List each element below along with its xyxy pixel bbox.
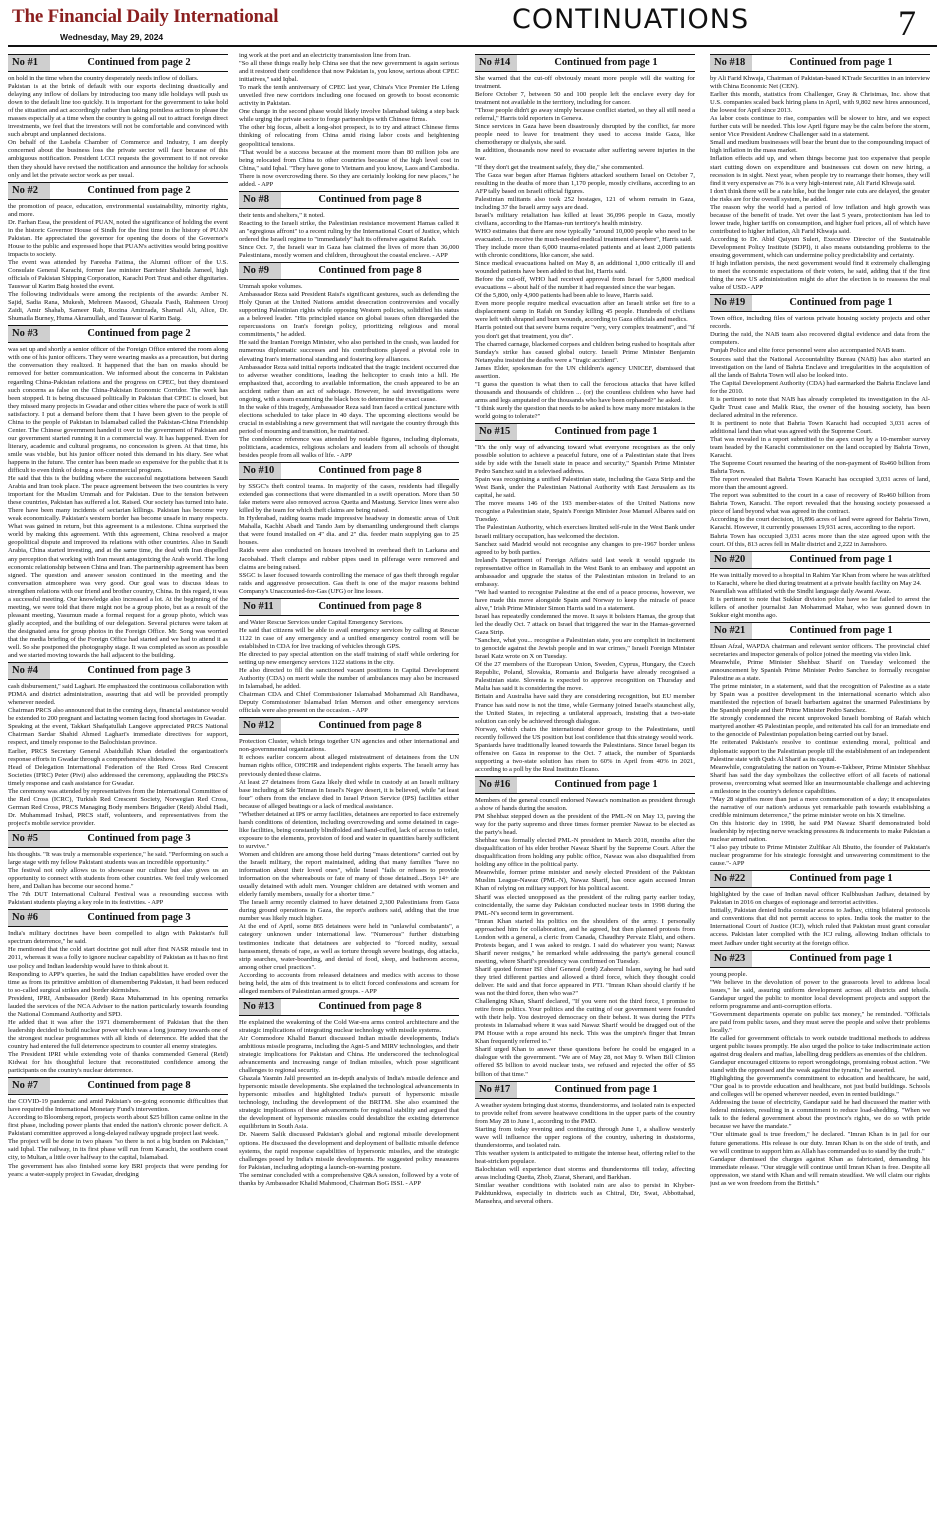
story-paragraph: The other big focus, albeit a long-shot prospect, is to try and attract Chinese firms thinking of relocating from China amid rising labor costs and heightening geopolitical tensions. (239, 124, 459, 148)
story-body (8, 930, 228, 1075)
story-header (239, 262, 459, 280)
story-body (239, 52, 459, 189)
story-header (239, 191, 459, 209)
story-paragraph: On behalf of the Lasbela Chamber of Commerce and Industry, I am deeply concerned about the business loss the private sector will face because of this ambiguous notification. President LCCI requests the government to if not revoke then they should have revised the notification and announce the holiday for schools only and let the private sector work as per usual. (8, 139, 228, 179)
story (8, 54, 228, 180)
story-paragraph: Protection Cluster, which brings together UN agencies and other international and non-governmental organizations. (239, 738, 459, 754)
story-paragraph: At the end of April, some 865 detainees were held in "unlawful combatants", a category unknown under international law. "Numerous" further disturbing testimonies indicate that detainees are subjected to "forced nudity, sexual harassment, threats of rape, as well as torture through severe beatings, dog attacks, strip searches, water-boarding, and denial of food, sleep, and bathroom access, among other cruel practices". (239, 923, 459, 971)
story-paragraph: "Those people didn't go away simply because conflict started, so they all still need a referral," Harris told reporters in Geneva. (475, 107, 695, 123)
story-paragraph: A weather system bringing dust storms, thunderstorms, and isolated rain is expected to provide relief from severe heatwave conditions in the upper parts of the country from May 28 to June 1, according to the PMD. (475, 1101, 695, 1125)
story-body (8, 683, 228, 828)
story-paragraph: Dr. Farhan Essa, the president of PUAN, noted the significance of holding the event in the historic Governor House of Sindh for the first time in the history of PUAN Pakistan. He appreciated the governor for opening the doors of the Governor's House to the public and expressed hope that PUAN's activities would bring positive impacts to society. (8, 218, 228, 258)
story-paragraph: Meanwhile, former prime minister and newly elected President of the Pakistan Muslim League-Nawaz (PML-N), Nawaz Sharif, has once again accused Imran Khan of relying on military support for his political ascent. (475, 869, 695, 893)
story-header (710, 870, 930, 888)
column-2 (239, 52, 459, 1522)
story-paragraph: Chairman PRCS also announced that in the coming days, financial assistance would be extended to 200 pregnant and lactating women facing food shortages in Gwadar. (8, 707, 228, 723)
continued-label: Continued from page 3 (87, 665, 191, 677)
story-paragraph: To mark the tenth anniversary of CPEC last year, China's Vice Premier He Lifeng unveiled five new corridors including one focused on growth to boost economic activity in Pakistan. (239, 84, 459, 108)
story-paragraph: the COVID-19 pandemic and amid Pakistan's on-going economic difficulties that have required the International Monetary Fund's intervention. (8, 1098, 228, 1114)
story-header (8, 54, 228, 72)
story-paragraph: Starting from today evening and continuing through June 1, a shallow westerly wave will influence the upper regions of the country, ushering in duststorms, thunderstorms, and isolated rain. (475, 1125, 695, 1149)
story-paragraph: Women and children are among those held during "mass detentions" carried out by the Israeli military, the report maintained, adding that many families "have no information about their loved ones", while Israel "fails or refuses to provide information on the whereabouts or fate of many of those detained...Boys 14+ are usually detained with adult men. Younger children are detained with women and elderly family members, usually for a shorter time." (239, 850, 459, 899)
story-body (239, 1019, 459, 1188)
story-paragraph: Punjab Police and elite force personnel were also accompanied NAB team. (710, 347, 906, 355)
story-paragraph: Air Commodore Khalid Banuri discussed Indian missile developments, India's ambitious missile programs, including the Agni-5 and MIRV technologies, and their strategic implications for Pakistan and China. He underscored the technological advancements and increasing range of Indian missiles, which pose significant challenges to regional security. (239, 1034, 459, 1075)
masthead-rule (8, 45, 937, 47)
story-number: No #15 (475, 424, 517, 440)
continued-label: Continued from page 1 (789, 57, 893, 68)
issue-date: Wednesday, May 29, 2024 (60, 32, 164, 42)
story-number: No #22 (710, 871, 752, 887)
story-number: No #2 (8, 183, 50, 199)
story-header (475, 423, 695, 441)
story-header (8, 909, 228, 927)
story-paragraph: India's military doctrines have been compelled to align with Pakistan's full spectrum deterrence," he said. (8, 930, 228, 946)
story-header (8, 182, 228, 200)
continued-label: Continued from page 1 (554, 426, 658, 438)
story-header (710, 294, 930, 312)
story-number: No #17 (475, 1082, 517, 1098)
story-paragraph: Ghazala Yasmin Jalil presented an in-depth analysis of India's missile defence and hypersonic missile developments. She explained the technological advancements in hypersonic missiles and highlighted India's pursuit of hypersonic missile technology, including the development of the BRITM. She also examined the strategic implications of these advancements for regional stability and argued that the development of hypersonic missiles could destabilize the existing deterrence equilibrium in South Asia. (239, 1075, 459, 1131)
story-paragraph: "We had wanted to recognise Palestine at the end of a peace process, however, we have made this move alongside Spain and Norway to keep the miracle of peace alive," Irish Prime Minister Simon Harris said in a statement. (475, 588, 695, 612)
story-paragraph: Norway, which chairs the international donor group to the Palestinians, until recently followed the US position but lost confidence that this strategy would work. (475, 725, 695, 741)
story-header (8, 830, 228, 848)
story (475, 1081, 695, 1207)
story-header (239, 598, 459, 616)
story-paragraph: "It's the only way of advancing toward what everyone recognises as the only possible solution to achieve a peaceful future, one of a Palestinian state that lives side by side with the Israeli state in peace and security," Spanish Prime Minister Pedro Sanchez said in a televised address. (475, 444, 695, 476)
story (239, 717, 459, 996)
story (8, 182, 228, 324)
story (239, 262, 459, 460)
story-paragraph: The project will be done in two phases "so there is not a big burden on Pakistan," said Iqbal. The railway, in its first phase will run from Karachi, the southern coast city, to Multan, a little over halfway to the capital, Islamabad. (8, 1138, 228, 1162)
story-body (8, 1098, 228, 1178)
story-paragraph: Small and medium businesses will bear the brunt due to the compounding impact of high inflation in the mass market. (710, 139, 930, 155)
story-body (710, 891, 930, 947)
story-body (710, 971, 930, 1188)
story-paragraph: "So all these things really help China see that the new government is again serious and it restored their confidence that now Pakistan is, you know, serious about CPEC initiatives," said Iqbal. (239, 60, 459, 84)
story-paragraph: "If they don't get the treatment safely, they die," she commented. (475, 163, 644, 171)
story-paragraph: "I also pay tribute to Prime Minister Zulfikar Ali Bhutto, the founder of Pakistan's nuclear programme for his strategic foresight and unwavering commitment to the cause."- APP (710, 844, 930, 868)
story (710, 870, 930, 947)
story-paragraph: The Capital Development Authority (CDA) had earmarked the Bahria Enclave land for the 2010. (710, 379, 930, 395)
story-paragraph: Harris pointed out that severe burns require "very, very complex treatment", and "if you don't get that treatment, you die". (475, 324, 695, 340)
story-paragraph: "Government departments operate on public tax money," he reminded. "Officials are paid from public taxes, and they must serve the people and solve their problems locally." (710, 1010, 930, 1034)
story-paragraph: The President IPRI while extending vote of thanks commended General (Retd) Kidwai for his thoughtful lecture that reconstituted confidence among the participants on the country's nuclear deterrence. (8, 1051, 228, 1075)
story-paragraph: young people. (710, 970, 748, 978)
story (475, 54, 695, 421)
story-paragraph: "Our ultimate goal is true freedom," he declared. "Imran Khan is in jail for our future generations. His release is our duty. Imran Khan is on the side of truth, and we will continue to support him as Allah has commanded us to stand by the truth." (710, 1131, 930, 1155)
continued-label: Continued from page 1 (789, 624, 893, 636)
story-paragraph: The seminar concluded with a comprehensive Q&A session, followed by a vote of thanks by Ambassador Khalid Mahmood, Chairman BoG ISSI. - APP (239, 1171, 459, 1187)
story-number: No #20 (710, 552, 752, 568)
story-paragraph: The festival not only allows us to showcase our culture but also gives us an opportunity to connect with students from other countries. We feel truly welcomed here, and Dalian has become our second home." (8, 867, 228, 891)
story (475, 776, 695, 1079)
story-paragraph: The following individuals were among the recipients of the awards: Amber N. Sajid, Sadia Rana, Mukesh, Mehreen Masood, Ghazala Fasih, Rahmeen Urooj Zaidi, Amir Shahab, Sameer Rab, Rozina Amirzada, Shamail Ali, Alice, Dr. Shumaila Burney, Huma Akramullah, and Tauswar ul Karim Baig. (8, 291, 228, 323)
story-paragraph: He said the Iranian Foreign Minister, who also perished in the crash, was lauded for numerous diplomatic successes and his contributions played a pivotal role in elevating Iran's international standing and fostering key alliances. (239, 339, 459, 363)
story-paragraph: If high inflation persists, the next government would find it extremely challenging to meet the economic expectations of their voters, he said, adding that if the first thing the new US administration might do after the election is to reassess the real value of USD.- APP (710, 260, 930, 292)
story-paragraph: Sanchez said Madrid would not recognise any changes to pre-1967 border unless agreed to by both parties. (475, 540, 695, 556)
story-paragraph: Spaniards have traditionally leaned towards the Palestinians. Since Israel began its offensive on Gaza in response to the Oct. 7 attack, the number of Spaniards supporting a two-state solution has risen to 60% in April from 40% in 2021, according to a poll by the Real Instituto Elcano. (475, 741, 695, 773)
story-body (710, 572, 930, 620)
story-paragraph: highlighted by the case of Indian naval officer Kulbhushan Jadhav, detained by Pakistan in 2016 on charges of espionage and terrorist activities. (710, 891, 930, 907)
story-header (710, 622, 930, 640)
continued-label: Continued from page 1 (554, 57, 658, 68)
story-number: No #10 (239, 463, 281, 479)
story-body (475, 75, 695, 421)
continued-label: Continued from page 2 (87, 184, 191, 196)
story-paragraph: Meanwhile, congratulating the nation on Youm-e-Takbeer, Prime Minister Shehbaz Sharif has said the day symbolizes the collective effort of all facets of national prowess, overcoming what seemed like an insurmountable challenge and achieving a milestone in the country's defence capabilities. (710, 763, 930, 795)
story-paragraph: "I think surely the question that needs to be asked is how many more mistakes is the world going to tolerate?" (475, 404, 695, 420)
story-number: No #19 (710, 295, 752, 311)
story-paragraph: Since medical evacuations halted on May 8, an additional 1,000 critically ill and wounded patients have been added to that list, Harris said. (475, 260, 695, 276)
story-number: No #3 (8, 326, 50, 342)
story (239, 191, 459, 260)
story-paragraph: James Elder, spokesman for the UN children's agency UNICEF, dismissed that assertion. (475, 364, 695, 380)
continued-label: Continued from page 3 (87, 832, 191, 844)
story-body (710, 315, 930, 548)
continued-label: Continued from page 8 (318, 193, 422, 205)
story-paragraph: "We believe in the devolution of power to the grassroots level to address local issues," he said, assuring uniform development across all districts and tehsils. Gandapur urged the public to monitor local development projects and support the reform programme and anti-corruption efforts. (710, 978, 930, 1010)
story-paragraph: Raids were also conducted on houses involved in overhead theft in Larkana and Jacobabad. Theft clamps and rubber pipes used in pilferage were removed and claims are being raised. (239, 547, 459, 571)
story (710, 551, 930, 620)
story-paragraph: The prime minister, in a statement, said that the recognition of Palestine as a state by Spain was a positive development in the international scenario which also manifested the rejection of Israeli barbarism against the unarmed Palestinians by the Spanish people and their Prime Minister Pedro Sanchez. (710, 683, 930, 715)
masthead (0, 0, 945, 46)
story-number: No #21 (710, 623, 752, 639)
story-paragraph: "Sanchez, what you... recognise a Palestinian state, you are complicit in incitement to genocide against the Jewish people and in war crimes," Israeli Foreign Minister Israel Katz wrote on X on Tuesday. (475, 637, 695, 661)
story (239, 998, 459, 1188)
story-paragraph: The Supreme Court resumed the hearing of the non-payment of Rs460 billion from Bahria Town. (710, 460, 930, 476)
story-body (475, 797, 695, 1079)
story-paragraph: One change in the second phase would likely involve Islamabad taking a step back while urging the private sector to forge partnerships with Chinese firms. (239, 108, 459, 124)
story-paragraph: on hold in the time when the country desperately needs inflow of dollars. (8, 75, 199, 82)
story-paragraph: That was revealed in a report submitted to the apex court by a 10-member survey team headed by the Karachi commissioner on the land occupied by Bahria Town, Karachi. (710, 435, 930, 460)
story-number: No #9 (239, 263, 281, 279)
story (710, 950, 930, 1188)
continued-label: Continued from page 2 (87, 57, 191, 68)
story-paragraph: Ireland's Department of Foreign Affairs said last week it would upgrade its representative office in Ramallah in the West Bank to an embassy and appoint an ambassador and upgrade the status of the Palestinian mission in Ireland to an embassy. (475, 556, 695, 588)
story-paragraph: According to accounts from released detainees and medics with access to those being held, the aim of this treatment is to elicit forced confessions and scream for alleged members of Palestinian armed groups. - APP (239, 971, 459, 995)
story-paragraph: Head of Delegation International Federation of the Red Cross Red Crescent Societies (IFRC) Peter (Pivi) also addressed the ceremony, applauding the PRCS's timely response and cash assistance for Gwadar. (8, 763, 228, 787)
story-paragraph: It echoes earlier concern about alleged mistreatment of detainees from the UN human rights office, OHCHR and independent rights experts. The Israeli army has previously denied these claims. (239, 754, 459, 778)
story-paragraph: The Israeli army recently claimed to have detained 2,300 Palestinians from Gaza during ground operations in Gaza, the report's authors said, adding that the true number was likely much higher. (239, 899, 459, 923)
story-paragraph: Bahria Town has occupied 3,031 acres more than the size agreed upon with the court. Of this, 813 acres fell in Malir district and 2,222 in Jamshoro. (710, 532, 930, 548)
story-paragraph: Sharif urged Khan to answer these questions before he could be engaged in a dialogue with the government. "We are of May 28, not May 9. When Bill Clinton offered $5 billion to avoid nuclear tests, we refused and rejected the offer of $5 billion of that time." (475, 1046, 695, 1078)
story-paragraph: Palestinian militants also took 252 hostages, 121 of whom remain in Gaza, including 37 the Israeli army says are dead. (475, 195, 695, 211)
story-number: No #18 (710, 55, 752, 71)
story-paragraph: Challenging Khan, Sharif declared, "If you were not the third force, I promise to retire from politics. Your politics and the cutting of our government were founded with their help. You destroyed democracy on their behest. It was during the PTI's protests in Islamabad where it was said Nawaz Sharif would be dragged out of the PM House with a rope around his neck. This was the umpire's finger that Imran Khan frequently referred to." (475, 998, 695, 1046)
story-paragraph: Reacting to the Israeli strike, the Palestinian resistance movement Hamas called it an "egregious affront" to a recent ruling by the International Court of Justice, which ordered the Israeli regime to "immediately" halt its offensive against Rafah. (239, 219, 459, 243)
story-paragraph: Responding to APP's queries, he said the Indian capabilities have eroded over the time as from its primitive ambition of dismembering Pakistan, it had been reduced to so-called surgical strikes and border skirmishes. (8, 970, 228, 994)
story-paragraph: He strongly condemned the recent unprovoked Israeli bombing of Rafah which martyred another 45 Palestinian people, and reiterated his call for an immediate end to the genocide of Palestinian population being carried out by Israel. (710, 715, 930, 739)
story-paragraph: Sharif quoted former ISI chief General (retd) Zaheerul Islam, saying he had said they tried different parties and allowed a third force, which they thought could deliver. He said and that force appeared in PTI. "Imran Khan should clarify if he was not the third force, then who was?" (475, 965, 695, 998)
story-paragraph: The report was submitted to the court in a case of recovery of Rs460 billion from Bahria Town, Karachi. The report revealed that the housing society possessed a piece of land beyond what was agreed in the contract. (710, 492, 930, 516)
story-paragraph: Israel's military retaliation has killed at least 36,096 people in Gaza, mostly civilians, according to the Hamas-run territory's health ministry. (475, 211, 695, 227)
story-body (475, 444, 695, 774)
story-header (8, 662, 228, 680)
story-paragraph: Of the 5,800, only 4,900 patients had been able to leave, Harris said. (475, 292, 654, 300)
story-paragraph: Town office, including files of various private housing society projects and other records. (710, 315, 930, 331)
story-paragraph: PM Shehbaz stepped down as the president of the PML-N on May 13, paving the way for the party supremo and three times former premier Nawaz to be elected as the party's head. (475, 813, 695, 837)
story-paragraph: Ambassador Reza said initial reports indicated that the tragic incident occurred due to adverse weather conditions, leading the helicopter to crash into a hill. He emphasized that, according to available information, the crash appeared to be an accident rather than an act of sabotage. However, he said investigations were ongoing, with a team examining the black box to determine the exact cause. (239, 363, 459, 403)
story-body (239, 483, 459, 596)
story-number: No #14 (475, 55, 517, 71)
story-paragraph: He said that this is the building where the successful negotiations between Saudi Arabia and Iran took place. The peace agreement between the two countries is very important for the Muslim Ummah and for Pakistan. Due to the tension between these countries, Pakistan has suffered a lot. Raised. Our society has turned into hate. There have been many incidents of sectarian killings. Pakistan has become very weak economically. Pakistan's western border has become unsafe in many respects. What was gained in return, but this agreement is a milestone. China surprised the world by making this agreement. With this agreement, China resolved a major geopolitical dispute and improved its relations with other countries. Also in Saudi Arabia, China started investing, and at the same time, the deal with Iran dispelled any perception that working with Iran meant antagonizing the Arab world. The long economic relationship between China and Iran. The partnership agreement has been signed. The question and answer session continued in the meeting and the conversation atmosphere was very good. Our goal was to discuss ideas to strengthen relations with our friend and brother country, China. In this regard, it was a successful meeting. Our knowledge also increased a lot. At the beginning of the meeting, we were told that there might not be a group photo, but as a result of the pleasant meeting, Yasumun made a formal request for a group photo, which was gladly accepted, and the building of our delegation. Several pictures were taken at the designated area for group photos in the Foreign Office. Mr. Song was worried that the media briefing of the Foreign Office had started and we had to attend it as well. So she postponed the photography stage. It was completed as soon as possible and we started moving towards the hall adjacent to the building. (8, 475, 228, 660)
story-paragraph: SSGC is laser focused towards controlling the menace of gas theft through regular raids and aggressive prosecution. Gas theft is one of the major reasons behind Company's Unaccounted-for-Gas (UFG) or line losses. (239, 571, 459, 595)
story-paragraph: Initially, Pakistan denied India consular access to Jadhav, citing bilateral protocols and conventions that did not permit access to spies. India took the matter to the International Court of Justice (ICJ), which ruled that Pakistan must grant consular access. Pakistan later complied with the ICJ ruling, allowing Indian officials to meet Jadhav under tight security at the foreign office. (710, 907, 930, 947)
story-number: No #23 (710, 951, 752, 967)
story-paragraph: According to the court decision, 16,896 acres of land were agreed for Bahria Town, Karachi. However, it currently possesses 19,931 acres, according to the report. (710, 516, 930, 532)
story (710, 622, 930, 868)
story-paragraph: cash disbursement," said Laghari. He emphasized the continuous collaboration with PDMA and district administration, assuring that aid will be provided promptly whenever needed. (8, 683, 228, 707)
story-paragraph: Speaking at the event, Takkari Shafqatullah Langove appreciated PRCS National Chairman Sardar Shahid Ahmed Laghari's immediate directives for support, respect, and timely response to the Balochistan province. (8, 723, 228, 747)
story-paragraph: He also directed to fill the sanctioned vacant positions in Capital Development Authority (CDA) on merit while the number of ambulances may also be increased in Islamabad, he added. (239, 667, 459, 691)
story-body (239, 212, 459, 260)
continued-label: Continued from page 8 (87, 1080, 191, 1092)
story (8, 1077, 228, 1178)
story-paragraph: He was initially moved to a hospital in Rahim Yar Khan from where he was airlifted to Karachi, where he died during treatment at a private health facility on May 24. (710, 571, 930, 587)
story-paragraph: Gandapur dismissed the charges against Khan as fabricated, demanding his immediate release. "Our struggle will continue until Imran Khan is free. Despite all oppression, we stand with Khan and will remain steadfast. We will claim our rights just as we won freedom from the British." (710, 1155, 930, 1187)
story-paragraph: "Imran Khan started his politics on the shoulders of the army. I personally approached him for collaboration, and he agreed, but then planned protests from London with a general, a cleric from Canada, Chaudhry Pervaiz Elahi, and others. Protests began, and I was asked to resign. I said do whatever you want; Nawaz Sharif never resigns," he remarked while addressing the party's general council meeting, where Sharif's presidency was confirmed on Tuesday. (475, 917, 695, 965)
story-paragraph: "I guess the question is what then to call the ferocious attacks that have killed thousands and thousands of children ... (or) the countless children who have had arms and legs amputated or the thousands who have been orphaned?" he asked. (475, 380, 695, 404)
story-paragraph: Earlier, PRCS Secretary General Abaidullah Khan detailed the organization's response efforts in Gwadar through a comprehensive slideshow. (8, 747, 228, 763)
story-paragraph: It is pertinent to note that Bahria Town Karachi had occupied 3,031 acres of additional land than what was agreed with the Supreme Court. (710, 419, 930, 435)
story-paragraph: "Whether detained at IPS or army facilities, detainees are reported to face extremely harsh conditions of detention, including overcrowding and some detained in cage-like facilities, being constantly blindfolded and hand-cuffed, lack of access to toilet, exposure to the elements, provision of food and water in quantities barely sufficient to survive." (239, 810, 459, 850)
story-paragraph: He called for government officials to work outside traditional methods to address urgent public issues promptly. He also urged the police to take indiscriminate action against drug dealers and mafias, labelling drug peddlers as enemies of the children. (710, 1034, 930, 1059)
story-number: No #8 (239, 192, 281, 208)
story-paragraph: Ambassador Reza said President Raisi's significant gestures, such as defending the Holy Quran at the United Nations amidst desecration controversies and vocally supporting Palestinian rights while opposing Western policies, solidified his status as a beloved leader. "His principled stance on global issues often disregarded the repercussions on Iran's foreign policy, prioritizing religious and moral commitments," he added. (239, 291, 459, 339)
story-paragraph: According to Bloomberg report, projects worth about $25 billion came online in the first phase, including power plants that ended the nation's chronic power deficit. A Pakistani committee approved a long-delayed railway upgrade project last week. (8, 1114, 228, 1138)
continued-label: Continued from page 1 (789, 297, 893, 309)
story-number: No #4 (8, 663, 50, 679)
story-paragraph: their tents and shelters," it noted. (239, 211, 325, 219)
story-paragraph: Sources said that the National Accountability Bureau (NAB) has also started an investigation on the land of Bahria Enclave and irregularities in the acquisition of all the lands of Bahria Town will also be looked into. (710, 355, 930, 379)
story-paragraph: "That would be a success because at the moment more than 80 million jobs are being relocated from China to other countries because of the high level cost in China," said Iqbal. "They have gone to Vietnam and you know, Laos and Cambodia. There is now overcrowding there. So they are certainly looking for new places," he added. - APP (239, 148, 459, 188)
story-paragraph: During the raid, the NAB team also recovered digital evidence and data from the computers. (710, 331, 930, 347)
story-paragraph: Meanwhile, Prime Minister Shehbaz Sharif on Tuesday welcomed the announcement by Spanish Prime Minister Pedro Sanchez to formally recognise Palestine as a state. (710, 659, 930, 683)
story-paragraph: They include more than 6,000 trauma-related patients and at least 2,000 patients with chronic conditions, like cancer, she said. (475, 243, 695, 260)
story-paragraph: Chairman CDA and Chief Commissioner Islamabad Mohammad Ali Randhawa, Deputy Commissioner Islamabad Irfan Memon and other emergency services officials were also present on the occasion. - APP (239, 691, 459, 715)
story (239, 52, 459, 189)
story-header (8, 325, 228, 343)
story-paragraph: He reiterated Pakistan's resolve to continue extending moral, political and diplomatic support to the Palestinian people till the establishment of an independent Palestine state with Quds Al Sharif as its capital. (710, 739, 930, 763)
continued-label: Continued from page 1 (554, 778, 658, 790)
column-1 (8, 52, 228, 1522)
story-paragraph: the promotion of peace, education, environmental sustainability, minority rights, and more. (8, 202, 228, 218)
story-paragraph: The event was attended by Fareeha Fatima, the Alumni officer of the U.S. Consulate General Karachi, former law minister Barrister Shahida Jameel, high officials of Pakistan Shipping Corporation, Karachi Port Trust and other dignitaries. Tauswar ul Karim Baig hosted the event. (8, 258, 228, 291)
story-header (239, 717, 459, 735)
story-number: No #5 (8, 831, 50, 847)
story-paragraph: by Ali Farid Khwaja, Chairman of Pakistan-based KTrade Securities in an interview with China Economic Net (CEN). (710, 75, 930, 91)
story-paragraph: Of the 27 members of the European Union, Sweden, Cyprus, Hungary, the Czech Republic, Poland, Slovakia, Romania and Bulgaria have already recognised a Palestinian state. Slovenia is expected to approve recognition on Thursday and Malta has said it is considering the move. (475, 661, 695, 693)
story-paragraph: Earlier this month, statistics from Challenger, Gray & Christmas, Inc. show that U.S. companies scaled back hiring plans in April, with 9,802 new hires announced, the lowest for April since 2013. (710, 91, 930, 115)
continued-label: Continued from page 8 (318, 720, 422, 732)
story-paragraph: He explained the weakening of the Cold War-era arms control architecture and the strategic implications of integrating nuclear technology with missile systems. (239, 1018, 459, 1034)
story-body (239, 738, 459, 996)
story-paragraph: She warned that the cut-off obviously meant more people will die waiting for treatment. (475, 75, 695, 91)
story-body (239, 283, 459, 460)
story-paragraph: He added that it was after the 1971 dismemberment of Pakistan that the then leadership decided to build nuclear power which was a long journey towards one of the strongest nuclear programmes with all kinds of deterrence. He added that the country had entered the full deterrence spectrum to counter all enemy strategies. (8, 1018, 228, 1050)
continued-label: Continued from page 8 (318, 265, 422, 277)
story-paragraph: As labor costs continue to rise, companies will be slower to hire, and we expect further cuts will be needed. This low April figure may be the calm before the storm, senior Vice President Andrew Challenger said in a statement. (710, 115, 930, 139)
story-paragraph: was set up and shortly a senior officer of the Foreign Office entered the room along with one of his junior officers. They were wearing masks as a precaution, but during the conversation they realized. It happened that the ban on masks should be removed for better communication. We informed about the concerns in Pakistan regarding China-Pakistan relations and the progress on CPEC, but they dismissed such concerns as false on the China-Pakistan Economic Corridor. The work has been stopped. It is being discussed politically in Pakistan that CPEC is closed, but they missed many projects in Gwadar and other cities where the pace of work is still satisfactory. I put a demand before them that I have been given to the people of China to the people of Pakistan in Islamabad called the Pakistan-China Friendship Center. The Chinese government handed it over to the government of Pakistan and our government started running it in a commercial way. It has happened. Even for literary, academic and cultural programs, no concession is given. At that time, his smile was visible, but his junior officer noted this demand in his diary. See what happens in the future. The center has been made so expensive for the public that it is difficult to even think of doing a non-commercial program. (8, 346, 228, 475)
story-body (8, 851, 228, 907)
story-header (239, 462, 459, 480)
story-paragraph: Britain and Australia have said they are considering recognition, but EU member France has said now is not the time, while Germany joined Israel's staunchest ally, the United States, in rejecting a unilateral approach, insisting that a two-state solution can only be achieved through dialogue. (475, 693, 695, 725)
story (8, 909, 228, 1075)
section-title: CONTINUATIONS (512, 4, 750, 35)
story-number: No #1 (8, 55, 50, 71)
story (8, 662, 228, 828)
story-paragraph: The reason why the world had a period of low inflation and high growth was because of the benefit of trade. Yet over the last 5 years, protectionism has led to lower trade, higher tariffs on consumption, and higher fuel prices, all of which have contributed to higher inflation, Ali Farid Khwaja said. (710, 203, 930, 235)
story-body (8, 203, 228, 324)
column-4 (710, 52, 930, 1522)
story-paragraph: The ceremony was attended by representatives from the International Committee of the Red Cross (ICRC), Turkish Red Crescent Society, Norwegian Red Cross, German Red Cross, PRCS Managing Body members Brigadier (Retd) Abdul Hadi, Dr. Muhammad Irshad, PRCS staff, volunteers, and representatives from the project's mobile service provider. (8, 787, 228, 827)
story-paragraph: According to Dr. Abid Qaiyum Suleri, Executive Director of the Sustainable Development Policy Institute (SDPI), it also means outstanding problems to the ensuing government, which can undermine policy predictability and certainty. (710, 235, 930, 260)
story (710, 54, 930, 292)
story-paragraph: Spain was recognising a unified Palestinian state, including the Gaza Strip and the West Bank, under the Palestinian National Authority with East Jerusalem as its capital, he said. (475, 476, 695, 500)
story-paragraph: Israel has repeatedly condemned the move. It says it bolsters Hamas, the group that led the deadly Oct. 7 attack on Israel that triggered the war in the Hamas-governed Gaza Strip. (475, 613, 695, 637)
column-3 (475, 52, 695, 1522)
story-paragraph: On this historic day in 1998, he said PM Nawaz Sharif demonstrated bold leadership by rejecting nerve wracking pressures & inducements to make Pakistan a nuclear armed nation. (710, 819, 930, 844)
story-paragraph: The move means 146 of the 193 member-states of the United Nations now recognise a Palestinian state, Spain's Foreign Minister Jose Manuel Albares said on Tuesday. (475, 500, 695, 524)
story-number: No #13 (239, 999, 281, 1015)
story-header (710, 54, 930, 72)
story-paragraph: Since Oct. 7, the Israeli war in Gaza has claimed the lives of more than 36,000 Palestinians, mostly women and children, throughout the coastal enclave. - APP (239, 243, 459, 260)
story-header (8, 1077, 228, 1095)
continued-label: Continued from page 2 (87, 328, 191, 340)
story-paragraph: Before October 7, between 50 and 100 people left the enclave every day for treatment not available in the territory, including for cancer. (475, 91, 695, 107)
story-body (8, 75, 228, 180)
continued-label: Continued from page 3 (87, 912, 191, 924)
story-paragraph: Inflation effects add up, and when things become just too expensive that people start cutting down on expenditure and businesses cut down on new hiring, a recession is in sight. Next year, when people try to rearrange their homes, they will find it very expensive as 7% is a very high-interest rate, Ali Farid Khwaja said. (710, 155, 930, 187)
story-number: No #6 (8, 910, 50, 926)
story-paragraph: and Water Rescue Services under Capital Emergency Services. (239, 618, 404, 626)
story (475, 423, 695, 774)
story-header (475, 776, 695, 794)
story-paragraph: In the wake of this tragedy, Ambassador Reza said Iran faced a critical juncture with elections scheduled to take place in 40 days. The upcoming elections would be crucial in establishing a new government that will navigate the country through this period of mourning and transition, he maintained. (239, 403, 459, 435)
story-paragraph: Before the cut-off, WHO had received approval from Israel for 5,800 medical evacuations -- about half of the number it had requested since the war began. (475, 276, 695, 292)
story-paragraph: The charred carnage, blackened corpses and children being rushed to hospitals after Sunday's strike has caused global outcry. Israeli Prime Minister Benjamin Netanyahu insisted the deaths were a "tragic accident". (475, 340, 695, 364)
story-paragraph: The Gaza war began after Hamas fighters attacked southern Israel on October 7, resulting in the deaths of more than 1,170 people, mostly civilians, according to an AFP tally based on Israeli official figures. (475, 171, 695, 195)
story-body (710, 643, 930, 868)
continued-label: Continued from page 1 (554, 1083, 658, 1095)
story-paragraph: Members of the general council endorsed Nawaz's nomination as president through a show of hands during the session. (475, 796, 695, 812)
story-paragraph: Sharif was elected unopposed as the president of the ruling party earlier today, coincidentally, the same day Pakistan conducted nuclear tests in 1998 during the PML-N's second term in government. (475, 893, 695, 917)
story-paragraph: Since services in Gaza have been disastrously disrupted by the conflict, far more people need to leave for treatment they used to access inside Gaza, like chemotherapy or dialysis, she said. (475, 123, 695, 147)
story-number: No #12 (239, 718, 281, 734)
story-paragraph: Shehbaz was formally elected PML-N president in March 2018, months after the disqualification of his elder brother Nawaz Sharif by the Supreme Court. After the disqualification from holding any public office, Nawaz was also disqualified from holding any office in the political party. (475, 837, 695, 869)
story-paragraph: President, IPRI, Ambassador (Retd) Raza Muhammad in his opening remarks lauded the services of the NCA Adviser to the nation particularly towards founding the National Command Authority and SPD. (8, 994, 228, 1018)
story-paragraph: The Palestinian Authority, which exercises limited self-rule in the West Bank under Israeli military occupation, has welcomed the decision. (475, 524, 695, 540)
story-paragraph: He said that citizens will be able to avail emergency services by calling at Rescue 1122 in case of any emergency and a unified emergency control room will be established in CDA for live tracking of vehicles through GPS. (239, 626, 459, 650)
story-paragraph: In addition, thousands now need to evacuate after suffering severe injuries in the war. (475, 147, 695, 163)
story-paragraph: In Hyderabad, raiding teams made impressive headway in domestic areas of Unit Mahalla, Kachhi Abadi and Tando Jam by dismantling underground theft clamps that were found installed on 4" dia. and 2" dia. feeder main supplying gas to 25 houses. (239, 515, 459, 547)
story (8, 325, 228, 660)
story-paragraph: Ehsan Afzal, WAPDA chairman and relevant senior officers. The provincial chief secretaries and inspector generals of police joined the meeting via video link. (710, 642, 930, 658)
story-body (8, 346, 228, 660)
story-paragraph: ing work at the port and an electricity transmission line from Iran. (239, 52, 411, 59)
story (239, 598, 459, 716)
story-paragraph: I don't think there will be a rate hike, but the longer rate cuts are delayed, the greater the risks are for the overall system, he added. (710, 187, 930, 203)
story-body (475, 1102, 695, 1207)
story-paragraph: Highlighting the government's commitment to education and healthcare, he said, "Our goal is to provide education and healthcare, not just build buildings. Schools and colleges will be opened wherever needed, even in rented buildings." (710, 1075, 930, 1099)
story-paragraph: This weather system is anticipated to mitigate the intense heat, offering relief to the heat-stricken populace. (475, 1149, 695, 1165)
story-paragraph: Pakistan is at the brink of default with our exports declining drastically and delaying any inflow of dollars by introducing too many idle holidays will push us down to the default line too quickly. It is important for the government to take hold of the situation and act accordingly rather than taking pointless actions to please the masses especially at a time when the country is going all out to attract foreign direct investments, we feel that the investors will not be comfortable and convinced with such abrupt and unplanned decisions. (8, 83, 228, 139)
newspaper-name: The Financial Daily International (12, 6, 279, 27)
story-paragraph: Dr. Naeem Salik discussed Pakistan's global and regional missile development options. He discussed the development and deployment of ballistic missile defence systems, the rapid response capabilities of hypersonic missiles, and the strategic challenges posed by India's missile developments. He suggested policy measures for Pakistan, including adopting a launch-on-warning posture. (239, 1131, 459, 1171)
continued-label: Continued from page 8 (318, 1000, 422, 1012)
story-number: No #11 (239, 599, 281, 615)
story-paragraph: Even more people require medical evacuation after an Israeli strike set fire to a displacement camp in Rafah on Sunday killing 45 people. Hundreds of civilians were left with shrapnel and burn wounds, according to Gaza officials and medics. (475, 300, 695, 324)
story-paragraph: He mentioned that the cold start doctrine got null after first NASR missile test in 2011, whereas it was a folly to ignore nuclear capability of Pakistan as it has no first use policy and Indian leadership would have to think about it. (8, 946, 228, 970)
story-paragraph: Similar weather conditions with isolated rain are also to persist in Khyber-Pakhtunkhwa, especially in districts such as Chitral, Dir, Swat, Abbottabad, Mansehra, and several others. (475, 1182, 695, 1206)
story-body (710, 75, 930, 292)
story-header (710, 950, 930, 968)
story-paragraph: It is pertinent to note that Sukkur division police have so far failed to arrest the killers of another journalist Jan Mohammad Mahar, who was gunned down in Sukkur eight months ago. (710, 595, 930, 619)
story-paragraph: It is pertinent to note that NAB has already completed its investigation in the Al-Qadir Trust case and Malik Riaz, the owner of the housing society, has been declared admiral in the reference. (710, 395, 930, 419)
continued-label: Continued from page 8 (318, 465, 422, 477)
story-header (475, 1081, 695, 1099)
story-paragraph: Ummah spoke volumes. (239, 283, 303, 291)
story-number: No #7 (8, 1078, 50, 1094)
story-paragraph: The 7th DUT International Cultural Festival was a resounding success with Pakistani students playing a key role in its festivities. - APP (8, 891, 228, 907)
story-paragraph: The government has also finished some key BRI projects that were pending for years: a water-supply project in Gwadar, dredging (8, 1162, 228, 1178)
story-paragraph: Gandapur encouraged citizens to report wrongdoings, promising robust action. "We stand with the oppressed and the weak against the tyrants," he asserted. (710, 1059, 930, 1075)
story-paragraph: Addressing the issue of electricity, Gandapur said he had discussed the matter with federal ministers, resulting in a commitment to reduce load-shedding. "When we talk to the federal government about the province's rights, we do so with pride because we have the mandate." (710, 1099, 930, 1131)
story-paragraph: Nasrullah was affiliated with the Sindhi language daily Awami Awaz. (710, 587, 892, 595)
story-paragraph: At least 27 detainees from Gaza likely died while in custody at an Israeli military base including at Sde Teiman in Israel's Negev desert, it is believed, while "at least four" others from the enclave died in Israel Prison Service (IPS) facilities either because of alleged beatings or a lack of medical assistance. (239, 778, 459, 810)
story-paragraph: The report revealed that Bahria Town Karachi has occupied 3,031 acres of land, more than the amount agreed. (710, 476, 930, 492)
page-number: 7 (898, 3, 916, 43)
story-paragraph: WHO estimates that there are now typically "around 10,000 people who need to be evacuated... to receive the much-needed medical treatment elsewhere", Harris said. (475, 227, 695, 243)
story-paragraph: "May 28 signifies more than just a mere commemoration of a day; it encapsulates the narrative of our nation's arduous yet remarkable path towards establishing a credible minimum deterrence," the prime minister wrote on his X timeline. (710, 795, 930, 819)
story-paragraph: Balochistan will experience dust storms and thunderstorms till today, affecting areas including Quetta, Zhob, Ziarat, Sherani, and Barkhan. (475, 1165, 695, 1181)
continued-label: Continued from page 1 (789, 553, 893, 565)
story-paragraph: He directed to pay special attention on the staff training of staff while ordering for setting up new emergency services 1122 stations in the city. (239, 650, 459, 666)
story-header (239, 998, 459, 1016)
story (710, 294, 930, 548)
story-paragraph: his thoughts. "It was truly a memorable experience," he said. "Performing on such a large stage with my fellow Pakistani students was an incredible opportunity." (8, 850, 228, 867)
continued-label: Continued from page 1 (789, 873, 893, 885)
story-header (710, 551, 930, 569)
story (8, 830, 228, 907)
story-paragraph: The condolence reference was attended by notable figures, including diplomats, politicians, academics, religious scholars and leaders from all schools of thought besides people from all walks of life. - APP (239, 435, 459, 460)
continued-label: Continued from page 8 (318, 600, 422, 612)
story-number: No #16 (475, 777, 517, 793)
story-paragraph: by SSGC's theft control teams. In majority of the cases, residents had illegally extended gas connections that were dismantled in a swift operation. More than 50 fake meters were also removed across Quetta and Mastung. Service lines were also killed by the team for which theft claims are being raised. (239, 483, 459, 515)
story (239, 462, 459, 596)
continued-label: Continued from page 1 (789, 952, 893, 964)
story-body (239, 619, 459, 716)
story-header (475, 54, 695, 72)
